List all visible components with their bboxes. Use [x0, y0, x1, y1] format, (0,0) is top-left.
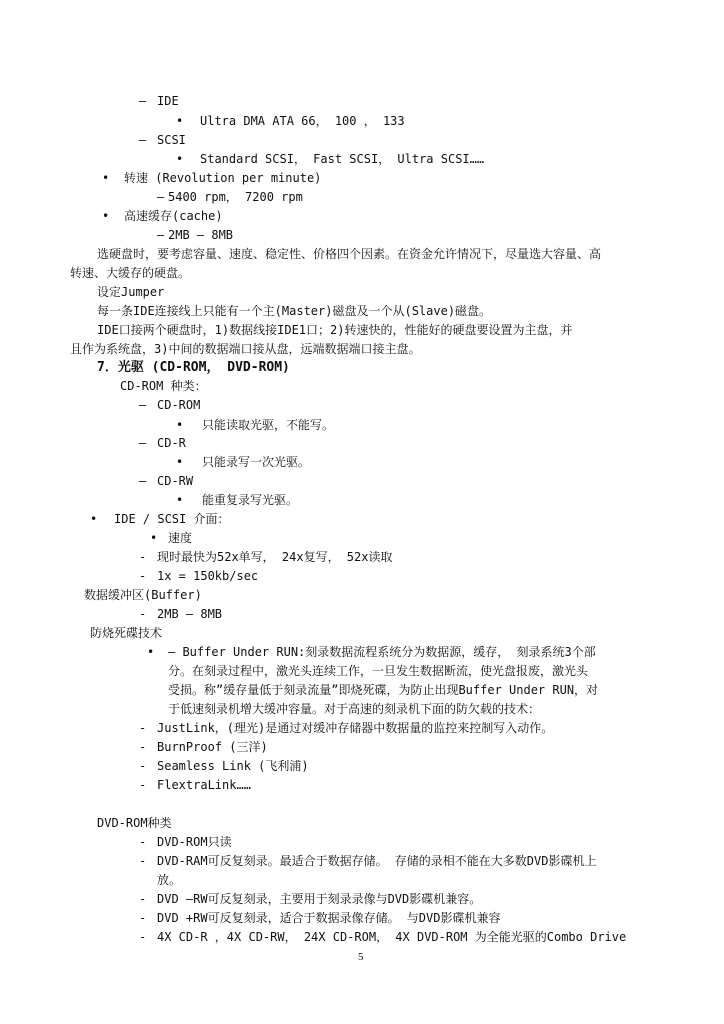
list-item-text: 4X CD-R ，4X CD-RW， 24X CD-ROM， 4X DVD-ROM 为全能光驱的Combo Drive: [157, 930, 627, 944]
list-item-scsi: SCSI: [157, 133, 186, 147]
subheading-dvd-types: DVD-ROM种类: [97, 816, 172, 830]
paragraph-line: 于低速刻录机增大缓冲容量。对于高速的刻录机下面的防欠载的技术：: [168, 702, 541, 716]
paragraph-line: 转速、大缓存的硬盘。: [70, 266, 191, 280]
subheading-buffer: 数据缓冲区(Buffer): [84, 588, 202, 602]
dash-marker: -: [139, 835, 147, 849]
dash-marker: –: [139, 436, 147, 450]
dash-marker: -: [139, 854, 147, 868]
list-item-cdrom: CD-ROM: [157, 398, 201, 412]
paragraph-line: 且作为系统盘，3)中间的数据端口接从盘，远端数据端口接主盘。: [70, 342, 421, 356]
bullet-marker: •: [176, 152, 184, 166]
dash-marker: –: [139, 133, 147, 147]
dash-marker: -: [139, 550, 147, 564]
list-item-text: 1x = 150kb/sec: [157, 569, 259, 583]
dash-marker: –: [139, 94, 147, 108]
list-item-text: 现时最快为52x单写， 24x复写， 52x读取: [157, 550, 393, 564]
dash-marker: –: [157, 228, 165, 242]
paragraph-line: 分。在刻录过程中，激光头连续工作，一旦发生数据断流，使光盘报废，激光头: [168, 664, 589, 678]
dash-marker: –: [139, 474, 147, 488]
list-item-text: 只能录写一次光驱。: [202, 455, 311, 469]
dash-marker: -: [139, 892, 147, 906]
dash-marker: –: [157, 190, 165, 204]
dash-marker: -: [139, 607, 147, 621]
bullet-marker: •: [176, 493, 184, 507]
list-item-rpm: 转速 (Revolution per minute): [124, 171, 322, 185]
list-item-ide: IDE: [157, 94, 179, 108]
page-number: 5: [358, 951, 364, 963]
list-item-text: DVD-RAM可反复刻录。最适合于数据存储。 存储的录相不能在大多数DVD影碟机上: [157, 854, 597, 868]
list-item-ultra-dma: Ultra DMA ATA 66， 100 ， 133: [200, 114, 405, 128]
list-item-scsi-types: Standard SCSI， Fast SCSI， Ultra SCSI……: [200, 152, 485, 166]
paragraph-line: IDE口接两个硬盘时，1)数据线接IDE1口；2)转速快的，性能好的硬盘要设置为主盘，并: [97, 323, 573, 337]
paragraph-line: 受损。称”缓存量低于刻录流量”即烧死碟，为防止出现Buffer Under RUN，对: [168, 683, 599, 697]
list-item-text: 只能读取光驱，不能写。: [202, 418, 335, 432]
bullet-marker: •: [90, 512, 98, 526]
bullet-marker: •: [147, 645, 155, 659]
dash-marker: -: [139, 778, 147, 792]
list-item-speed: 速度: [168, 531, 193, 545]
paragraph-line: 设定Jumper: [97, 285, 165, 299]
paragraph-line: 选硬盘时，要考虑容量、速度、稳定性、价格四个因素。在资金允许情况下，尽量选大容量、高: [97, 247, 602, 261]
paragraph-line: – Buffer Under RUN:刻录数据流程系统分为数据源，缓存， 刻录系统3个部: [168, 645, 596, 659]
bullet-marker: •: [102, 209, 110, 223]
list-item-cdr: CD-R: [157, 436, 186, 450]
list-item-text: BurnProof (三洋): [157, 740, 268, 754]
bullet-marker: •: [150, 531, 158, 545]
subheading-burn-protection: 防烧死碟技术: [90, 626, 163, 640]
dash-marker: -: [139, 930, 147, 944]
paragraph-line: 每一条IDE连接线上只能有一个主(Master)磁盘及一个从(Slave)磁盘。: [97, 304, 492, 318]
list-item-text: 能重复录写光驱。: [202, 493, 299, 507]
list-item-text: DVD +RW可反复刻录，适合于数据录像存储。 与DVD影碟机兼容: [157, 911, 501, 925]
list-item-cdrw: CD-RW: [157, 474, 194, 488]
list-item-cache: 高速缓存(cache): [124, 209, 223, 223]
list-item-cache-size: 2MB – 8MB: [168, 228, 234, 242]
dash-marker: -: [139, 721, 147, 735]
list-item-text: FlextraLink……: [157, 778, 251, 792]
dash-marker: -: [139, 911, 147, 925]
dash-marker: -: [139, 740, 147, 754]
list-item-text: 放。: [157, 873, 182, 887]
list-item-text: JustLink，(理光)是通过对缓冲存储器中数据量的监控来控制写入动作。: [157, 721, 554, 735]
bullet-marker: •: [176, 418, 184, 432]
bullet-marker: •: [102, 171, 110, 185]
list-item-rpm-values: 5400 rpm， 7200 rpm: [168, 190, 303, 204]
list-item-text: DVD –RW可反复刻录，主要用于刻录录像与DVD影碟机兼容。: [157, 892, 482, 906]
bullet-marker: •: [176, 114, 184, 128]
bullet-marker: •: [176, 455, 184, 469]
subheading-cdrom-types: CD-ROM 种类：: [120, 379, 207, 393]
dash-marker: –: [139, 398, 147, 412]
list-item-interface: IDE / SCSI 介面：: [114, 512, 230, 526]
list-item-buffer-size: 2MB – 8MB: [157, 607, 223, 621]
section-heading: 7．光驱 (CD-ROM， DVD-ROM): [97, 360, 290, 375]
dash-marker: -: [139, 569, 147, 583]
list-item-text: DVD-ROM只读: [157, 835, 232, 849]
list-item-text: Seamless Link (飞利浦): [157, 759, 309, 773]
dash-marker: -: [139, 759, 147, 773]
